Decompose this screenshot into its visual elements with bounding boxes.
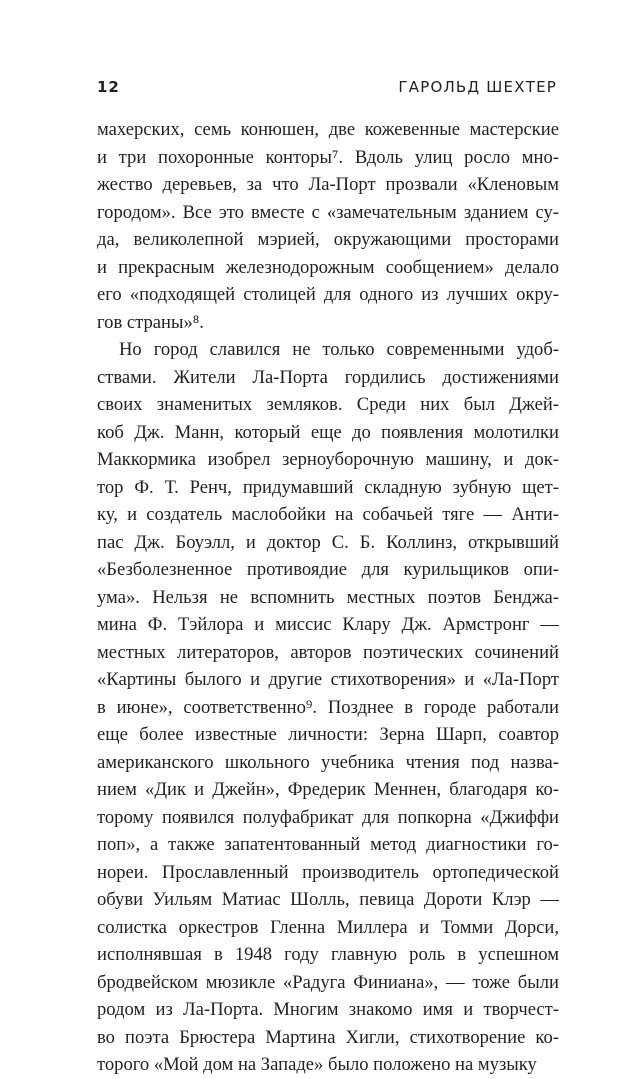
text-line: гов страны»⁸. bbox=[97, 311, 204, 333]
text-line: и прекрасным железнодорожным сообщением» делало bbox=[97, 256, 559, 278]
text-line: солистка оркестров Гленна Миллера и Томми Дорси, bbox=[97, 916, 559, 938]
text-line: «Безболезненное противоядие для курильщиков опи- bbox=[97, 559, 559, 580]
text-line: американского школьного учебника чтения под назва- bbox=[97, 751, 559, 773]
text-line: его «подходящей столицей для одного из лучших окру- bbox=[97, 284, 559, 305]
text-line: «Картины былого и другие стихотворения» и «Ла-Порт bbox=[97, 669, 559, 690]
text-line: бродвейском мюзикле «Радуга Финиана», — тоже были bbox=[97, 971, 559, 993]
paragraph bbox=[97, 116, 559, 336]
body-text bbox=[97, 116, 559, 1079]
text-line: исполнявшая в 1948 году главную роль в успешном bbox=[97, 944, 559, 965]
text-line: еще более известные личности: Зерна Шарп, соавтор bbox=[97, 724, 559, 745]
text-line: пас Дж. Боуэлл, и доктор С. Б. Коллинз, открывший bbox=[97, 531, 559, 553]
text-line: местных литераторов, авторов поэтических сочинений bbox=[97, 641, 559, 663]
text-line: поп», а также запатентованный метод диагностики го- bbox=[97, 834, 559, 855]
page-number: 12 bbox=[97, 78, 120, 96]
text-line: своих знаменитых земляков. Среди них был Джей- bbox=[97, 394, 559, 415]
text-line: тор Ф. Т. Ренч, придумавший складную зубную щет- bbox=[97, 476, 559, 498]
text-line: и три похоронные конторы⁷. Вдоль улиц росло мно- bbox=[97, 146, 559, 168]
running-title: ГАРОЛЬД ШЕХТЕР bbox=[398, 78, 557, 96]
text-line: родом из Ла-Порта. Многим знакомо имя и творчест- bbox=[97, 999, 559, 1020]
paragraph bbox=[97, 336, 559, 1079]
text-line: нием «Дик и Джейн», Фредерик Меннен, благодаря ко- bbox=[97, 779, 559, 800]
text-line: ку, и создатель маслобойки на собачьей тяге — Анти- bbox=[97, 504, 559, 525]
text-line: коб Дж. Манн, который еще до появления молотилки bbox=[97, 421, 559, 443]
text-line: нореи. Прославленный производитель ортопедической bbox=[97, 861, 559, 883]
text-line: обуви Уильям Матиас Шолль, певица Дороти Клэр — bbox=[97, 889, 559, 910]
page-header bbox=[97, 78, 557, 102]
text-line: во поэта Брюстера Мартина Хигли, стихотворение ко- bbox=[97, 1026, 559, 1048]
text-line: Но город славился не только современными удоб- bbox=[119, 339, 559, 360]
text-line: городом». Все это вместе с «замечательным зданием су- bbox=[97, 201, 559, 223]
text-line: ума». Нельзя не вспомнить местных поэтов Бенджа- bbox=[97, 586, 559, 608]
text-line: в июне», соответственно⁹. Позднее в городе работали bbox=[97, 696, 559, 718]
text-line: ствами. Жители Ла-Порта гордились достижениями bbox=[97, 366, 559, 388]
text-line: торого «Мой дом на Западе» было положено на музыку bbox=[97, 1054, 537, 1075]
text-line: Маккормика изобрел зерноуборочную машину, и док- bbox=[97, 449, 559, 470]
text-line: мина Ф. Тэйлора и миссис Клару Дж. Армстронг — bbox=[97, 614, 559, 635]
text-line: торому появился полуфабрикат для попкорна «Джиффи bbox=[97, 806, 559, 828]
text-line: да, великолепной мэрией, окружающими просторами bbox=[97, 229, 559, 250]
text-line: жество деревьев, за что Ла-Порт прозвали «Кленовым bbox=[97, 174, 559, 195]
text-line: махерских, семь конюшен, две кожевенные мастерские bbox=[97, 119, 559, 140]
